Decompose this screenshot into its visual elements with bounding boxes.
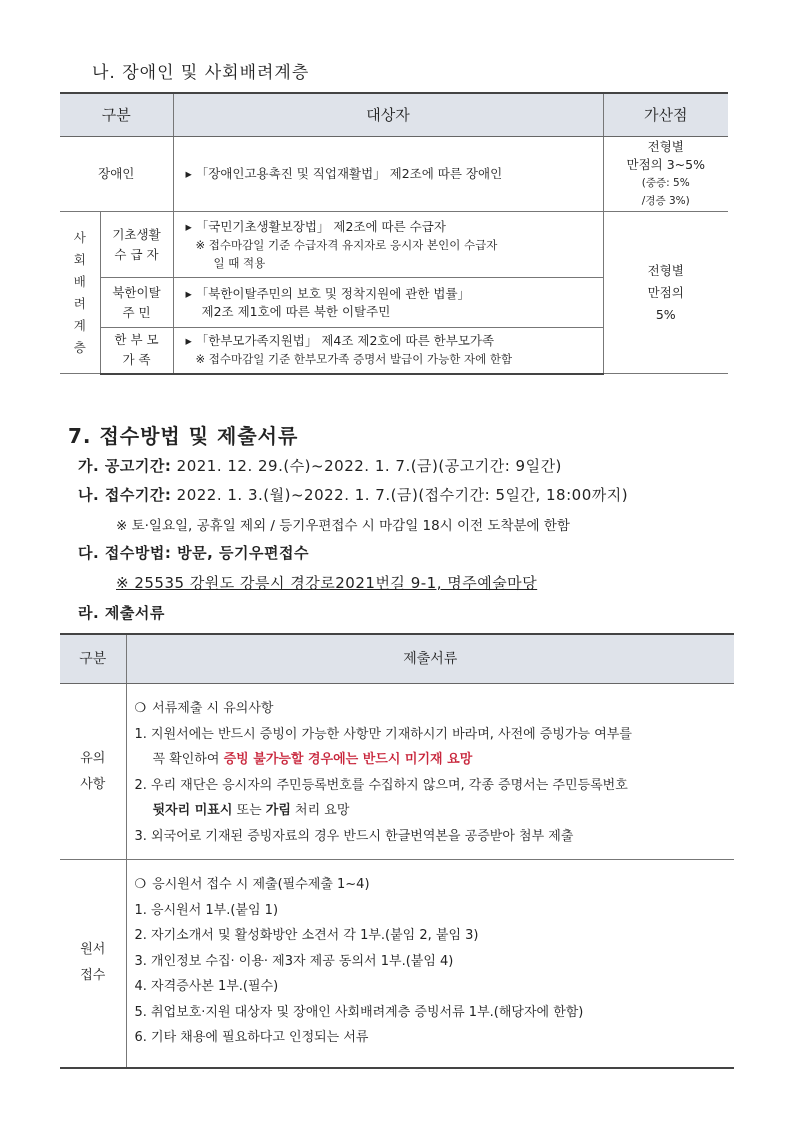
row-label-single-parent: 한 부 모 가 족	[100, 328, 173, 374]
application-period: 나. 접수기간: 2022. 1. 3.(월)~2022. 1. 7.(금)(접수기간: 5일간, 18:00까지)	[78, 486, 629, 504]
list-item: 3. 개인정보 수집· 이용· 제3자 제공 동의서 1부.(붙임 4)	[134, 953, 454, 969]
row-target-single-parent: ▸ 「한부모가족지원법」 제4조 제2호에 따른 한부모가족 ※ 접수마감일 기준 한부모가족 증명서 발급이 가능한 자에 한함	[173, 328, 603, 374]
cat-application: 원서 접수	[60, 860, 126, 1068]
table-row	[60, 212, 728, 278]
header-bonus: 가산점	[603, 93, 728, 137]
row-bonus-social: 전형별 만점의 5%	[603, 212, 728, 374]
cat-notes: 유의 사항	[60, 684, 126, 860]
row-target-north-defector: ▸ 「북한이탈주민의 보호 및 정착지원에 관한 법률」 제2조 제1호에 따른 북한 이탈주민	[173, 278, 603, 328]
notice-period: 가. 공고기간: 2021. 12. 29.(수)~2022. 1. 7.(금)(공고기간: 9일간)	[78, 457, 562, 475]
documents-table	[60, 633, 734, 1069]
application-content	[126, 860, 734, 1068]
header-category: 구분	[60, 93, 173, 137]
required-documents-heading: 라. 제출서류	[78, 604, 165, 622]
table-row	[60, 137, 728, 212]
warning-text: 증빙 불가능할 경우에는 반드시 미기재 요망	[223, 752, 473, 767]
row-label-basic-livelihood: 기초생활 수 급 자	[100, 212, 173, 278]
table-row	[60, 684, 734, 860]
row-label-north-defector: 북한이탈 주 민	[100, 278, 173, 328]
list-item: 6. 기타 채용에 필요하다고 인정되는 서류	[134, 1030, 369, 1045]
section-heading-na: 나. 장애인 및 사회배려계층	[92, 63, 310, 83]
row-bonus-disabled: 전형별 만점의 3~5% (중증: 5% /경증 3%)	[603, 137, 728, 212]
social-group-label: 사 회 배 려 계 층	[60, 212, 100, 374]
row-target-disabled: ▸ 「장애인고용촉진 및 직업재활법」 제2조에 따른 장애인	[173, 137, 603, 212]
submission-address: ※ 25535 강원도 강릉시 경강로2021번길 9-1, 명주예술마당	[116, 574, 538, 592]
application-period-note: ※ 토·일요일, 공휴일 제외 / 등기우편접수 시 마감일 18시 이전 도착분에 한함	[116, 518, 570, 534]
application-method: 다. 접수방법: 방문, 등기우편접수	[78, 544, 309, 562]
notes-title: ❍ 서류제출 시 유의사항	[134, 701, 274, 716]
row-label-disabled: 장애인	[60, 137, 173, 212]
list-item: 1. 응시원서 1부.(붙임 1)	[134, 902, 279, 918]
header-target: 대상자	[173, 93, 603, 137]
notes-content: ❍ 서류제출 시 유의사항 1. 지원서에는 반드시 증빙이 가능한 사항만 기재하시기 바라며, 사전에 증빙가능 여부를 꼭 확인하여 증빙 불가능할 경우에는 반드시 미기재 요망 2. 우리 재단은 응시자의 주민등록번호를 수집하지 않으며, 각종 증명서는 주민등록번호 뒷자리 미표시 또는 가림 처리 요망 3. 외국어로 기재된 증빙자료의 경우 반드시 한글번역본을 공증받아 첨부 제출	[126, 684, 734, 860]
application-title: ❍ 응시원서 접수 시 제출(필수제출 1~4)	[134, 877, 370, 892]
header-category: 구분	[60, 634, 126, 684]
header-documents: 제출서류	[126, 634, 734, 684]
list-item: 4. 자격증사본 1부.(필수)	[134, 979, 279, 994]
table-row	[60, 860, 734, 1068]
list-item: 2. 자기소개서 및 활성화방안 소견서 각 1부.(붙임 2, 붙임 3)	[134, 928, 479, 943]
row-target-basic-livelihood: ▸ 「국민기초생활보장법」 제2조에 따른 수급자 ※ 접수마감일 기준 수급자격 유지자로 응시자 본인이 수급자 일 때 적용	[173, 212, 603, 278]
bonus-points-table	[60, 92, 728, 375]
section-7-title: 7. 접수방법 및 제출서류	[68, 424, 299, 448]
list-item: 5. 취업보호·지원 대상자 및 장애인 사회배려계층 증빙서류 1부.(해당자에 한함)	[134, 1004, 584, 1020]
